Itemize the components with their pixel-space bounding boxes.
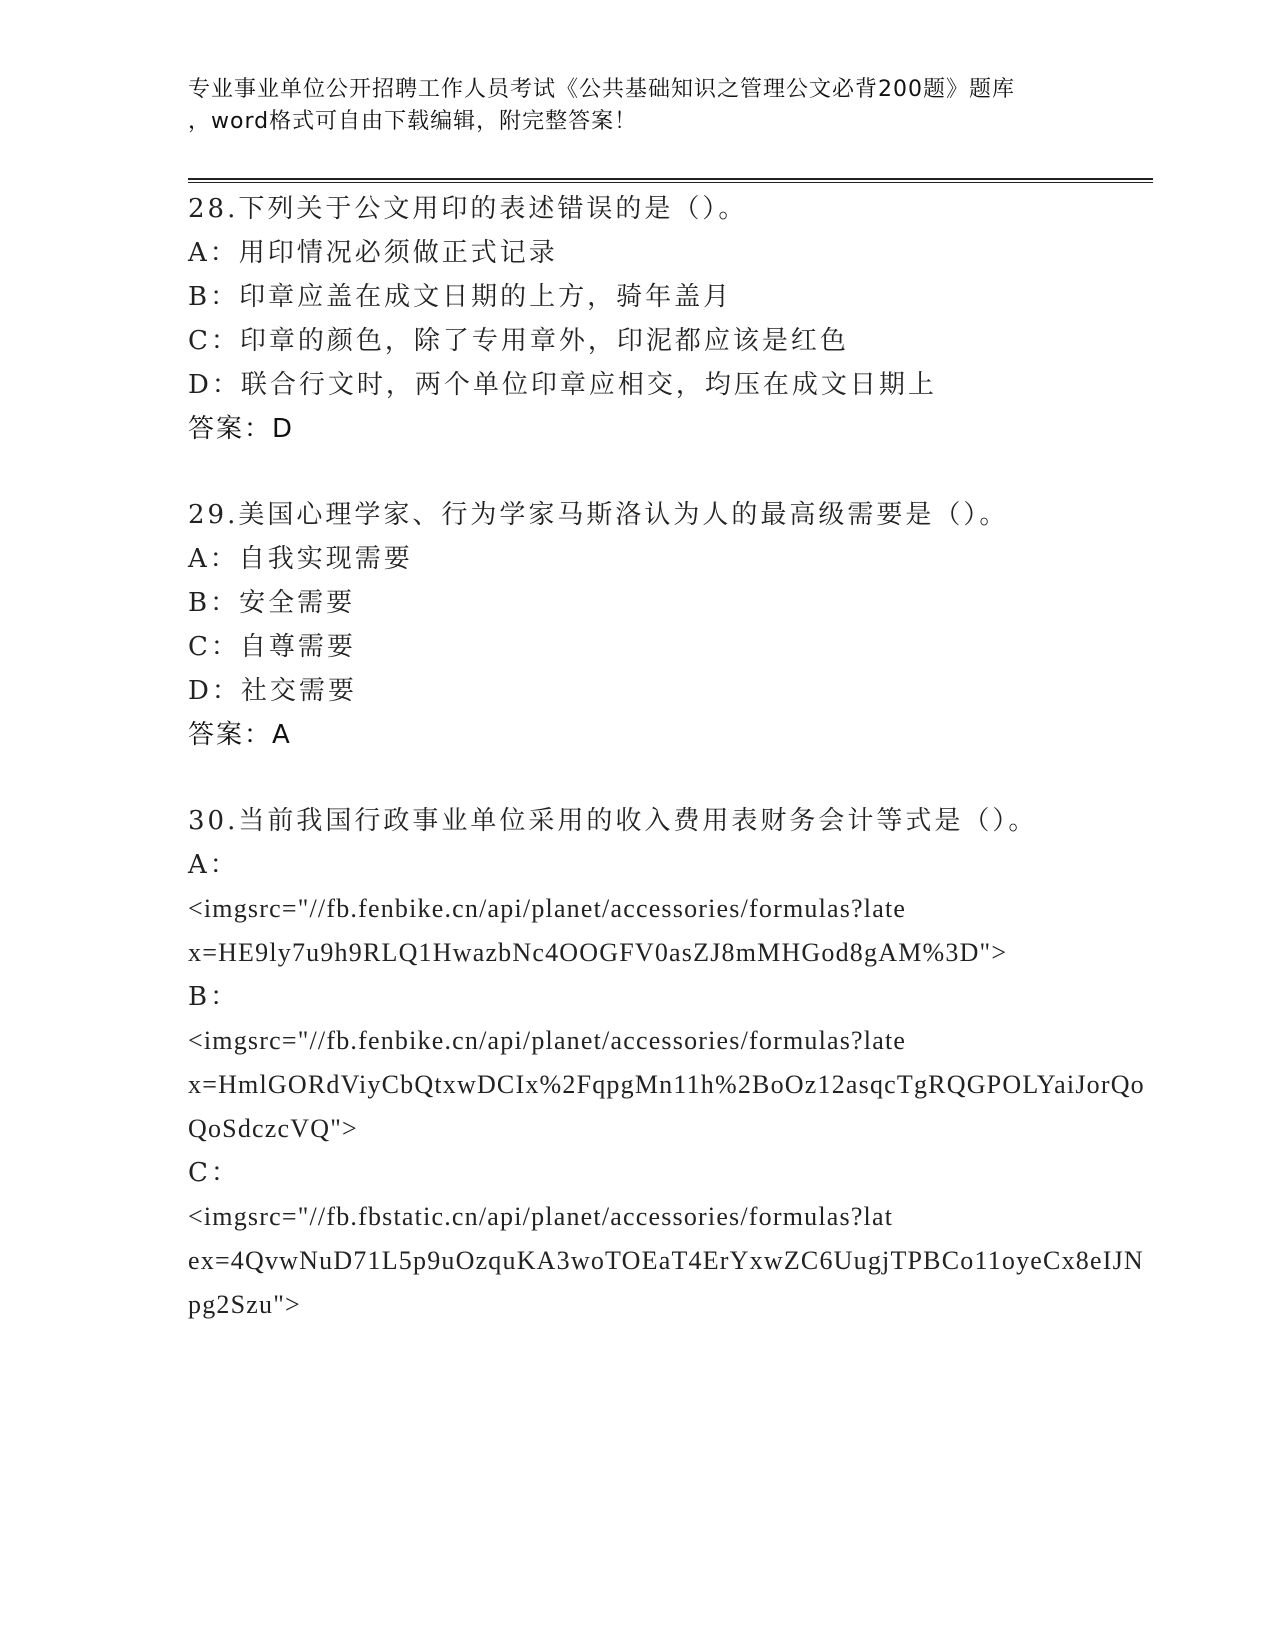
question-29-stem: 29.美国心理学家、行为学家马斯洛认为人的最高级需要是（）。 [188,500,1009,530]
question-30-option-a-label: A： [188,850,239,880]
question-30-stem: 30.当前我国行政事业单位采用的收入费用表财务会计等式是（）。 [188,806,1038,836]
header-divider-thin [188,182,1153,183]
question-30-option-c-line-2: ex=4QvwNuD71L5p9uOzquKA3woTOEaT4ErYxwZC6UugjTPBCo11oyeCx8eIJN [188,1246,1144,1275]
question-28-option-b: B：印章应盖在成文日期的上方，骑年盖月 [188,282,733,312]
question-30-option-b-label: B： [188,982,240,1012]
question-30-option-c-line-3: pg2Szu"> [188,1290,301,1319]
question-30-option-b-line-1: <imgsrc="//fb.fenbike.cn/api/planet/accessories/formulas?late [188,1026,907,1055]
question-29-option-a: A：自我实现需要 [188,544,413,574]
question-28-answer: 答案：D [188,414,295,444]
question-29-option-b: B：安全需要 [188,588,356,618]
question-30-option-b-line-3: QoSdczcVQ"> [188,1114,358,1143]
question-29-answer: 答案：A [188,720,292,750]
document-header [188,74,1088,138]
question-29-option-d: D：社交需要 [188,676,357,706]
question-30-option-a-line-2: x=HE9ly7u9h9RLQ1HwazbNc4OOGFV0asZJ8mMHGod8gAM%3D"> [188,938,1008,967]
header-title-line-1: 专业事业单位公开招聘工作人员考试《公共基础知识之管理公文必背200题》题库 [188,77,1015,102]
header-title-line-2: ，word格式可自由下载编辑，附完整答案！ [188,109,638,134]
question-28-option-c: C：印章的颜色，除了专用章外，印泥都应该是红色 [188,326,849,356]
question-29-option-c: C：自尊需要 [188,632,356,662]
question-28-option-d: D：联合行文时，两个单位印章应相交，均压在成文日期上 [188,370,937,400]
question-30-option-c-label: C： [188,1158,240,1188]
question-30-option-a-line-1: <imgsrc="//fb.fenbike.cn/api/planet/accessories/formulas?late [188,894,907,923]
question-30-option-b-line-2: x=HmlGORdViyCbQtxwDCIx%2FqpgMn11h%2BoOz12asqcTgRQGPOLYaiJorQo [188,1070,1145,1099]
question-30-option-c-line-1: <imgsrc="//fb.fbstatic.cn/api/planet/accessories/formulas?lat [188,1202,894,1231]
question-28-option-a: A：用印情况必须做正式记录 [188,238,558,268]
header-divider-thick [188,178,1153,180]
question-28-stem: 28.下列关于公文用印的表述错误的是（）。 [188,194,748,224]
